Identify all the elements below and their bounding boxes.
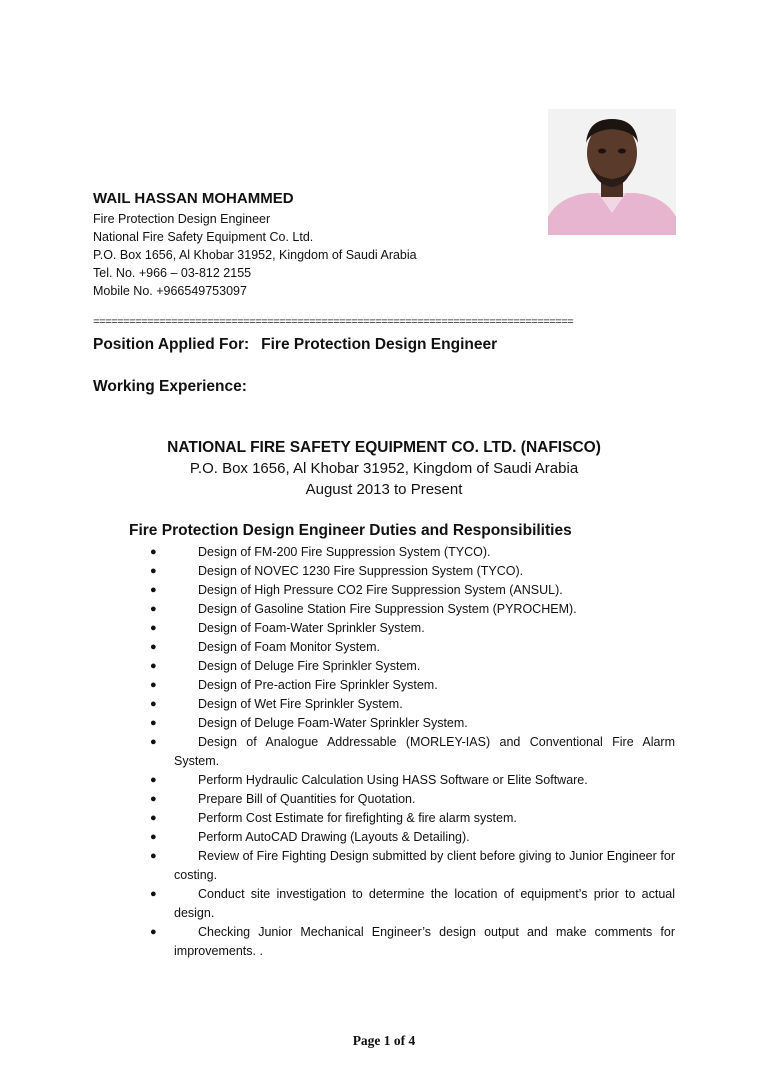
page-number: Page 1 of 4 [352, 1033, 416, 1048]
duty-text: Design of Gasoline Station Fire Suppression System (PYROCHEM). [198, 602, 577, 616]
duty-item [150, 600, 675, 619]
experience-heading: Working Experience: [93, 378, 247, 395]
duty-item [150, 847, 675, 885]
duty-item [150, 619, 675, 638]
duty-text: Design of Foam Monitor System. [198, 640, 381, 654]
duty-text: Checking Junior Mechanical Engineer’s design output and make comments for improvements. . [174, 925, 675, 958]
duty-text: Design of Wet Fire Sprinkler System. [198, 697, 403, 711]
duties-list [150, 543, 675, 961]
duty-item [150, 790, 675, 809]
candidate-address: P.O. Box 1656, Al Khobar 31952, Kingdom of Saudi Arabia [93, 248, 417, 262]
duty-text: Design of Analogue Addressable (MORLEY-IAS) and Conventional Fire Alarm System. [174, 735, 675, 768]
candidate-name: WAIL HASSAN MOHAMMED [93, 190, 294, 207]
bullet-icon: ● [150, 717, 157, 729]
duty-item [150, 695, 675, 714]
duty-text: Design of Pre-action Fire Sprinkler System. [198, 678, 438, 692]
duty-item [150, 923, 675, 961]
position-value: Fire Protection Design Engineer [261, 336, 498, 353]
duty-text: Perform AutoCAD Drawing (Layouts & Detailing). [198, 830, 470, 844]
duty-item [150, 543, 675, 562]
bullet-icon: ● [150, 850, 157, 862]
duty-item [150, 714, 675, 733]
bullet-icon: ● [150, 584, 157, 596]
position-applied [93, 335, 497, 355]
candidate-mobile: Mobile No. +966549753097 [93, 284, 247, 298]
duty-item [150, 676, 675, 695]
duty-text: Design of NOVEC 1230 Fire Suppression System (TYCO). [198, 564, 524, 578]
employer-address: P.O. Box 1656, Al Khobar 31952, Kingdom of Saudi Arabia [189, 460, 579, 477]
profile-photo [548, 109, 676, 235]
bullet-icon: ● [150, 736, 157, 748]
bullet-icon: ● [150, 698, 157, 710]
bullet-icon: ● [150, 926, 157, 938]
duty-item [150, 562, 675, 581]
duty-item [150, 809, 675, 828]
duty-text: Design of High Pressure CO2 Fire Suppression System (ANSUL). [198, 583, 563, 597]
duty-text: Perform Hydraulic Calculation Using HASS Software or Elite Software. [198, 773, 588, 787]
duty-text: Conduct site investigation to determine the location of equipment’s prior to actual design. [174, 887, 675, 920]
employer-block [93, 437, 675, 500]
bullet-icon: ● [150, 679, 157, 691]
employer-period: August 2013 to Present [305, 481, 463, 498]
bullet-icon: ● [150, 812, 157, 824]
duty-item [150, 828, 675, 847]
candidate-title: Fire Protection Design Engineer [93, 212, 271, 226]
duties-title: Fire Protection Design Engineer Duties and Responsibilities [129, 522, 572, 539]
bullet-icon: ● [150, 641, 157, 653]
duty-item [150, 733, 675, 771]
duty-item [150, 638, 675, 657]
duty-text: Perform Cost Estimate for firefighting & fire alarm system. [198, 811, 517, 825]
bullet-icon: ● [150, 565, 157, 577]
duty-item [150, 657, 675, 676]
bullet-icon: ● [150, 660, 157, 672]
duty-text: Review of Fire Fighting Design submitted by client before giving to Junior Engineer for costing. [174, 849, 675, 882]
duty-text: Design of FM-200 Fire Suppression System (TYCO). [198, 545, 491, 559]
duty-text: Prepare Bill of Quantities for Quotation. [198, 792, 416, 806]
duty-text: Design of Deluge Fire Sprinkler System. [198, 659, 421, 673]
candidate-tel: Tel. No. +966 – 03-812 2155 [93, 266, 252, 280]
duty-text: Design of Deluge Foam-Water Sprinkler System. [198, 716, 468, 730]
bullet-icon: ● [150, 622, 157, 634]
candidate-company: National Fire Safety Equipment Co. Ltd. [93, 230, 314, 244]
bullet-icon: ● [150, 793, 157, 805]
employer-name: NATIONAL FIRE SAFETY EQUIPMENT CO. LTD. (NAFISCO) [167, 439, 601, 456]
bullet-icon: ● [150, 888, 157, 900]
duty-item [150, 581, 675, 600]
bullet-icon: ● [150, 546, 157, 558]
duty-item [150, 885, 675, 923]
section-divider: ================================================================================ [93, 317, 574, 329]
duty-item [150, 771, 675, 790]
duty-text: Design of Foam-Water Sprinkler System. [198, 621, 425, 635]
position-label: Position Applied For: [93, 336, 250, 353]
bullet-icon: ● [150, 603, 157, 615]
contact-header [93, 190, 417, 300]
bullet-icon: ● [150, 831, 157, 843]
bullet-icon: ● [150, 774, 157, 786]
